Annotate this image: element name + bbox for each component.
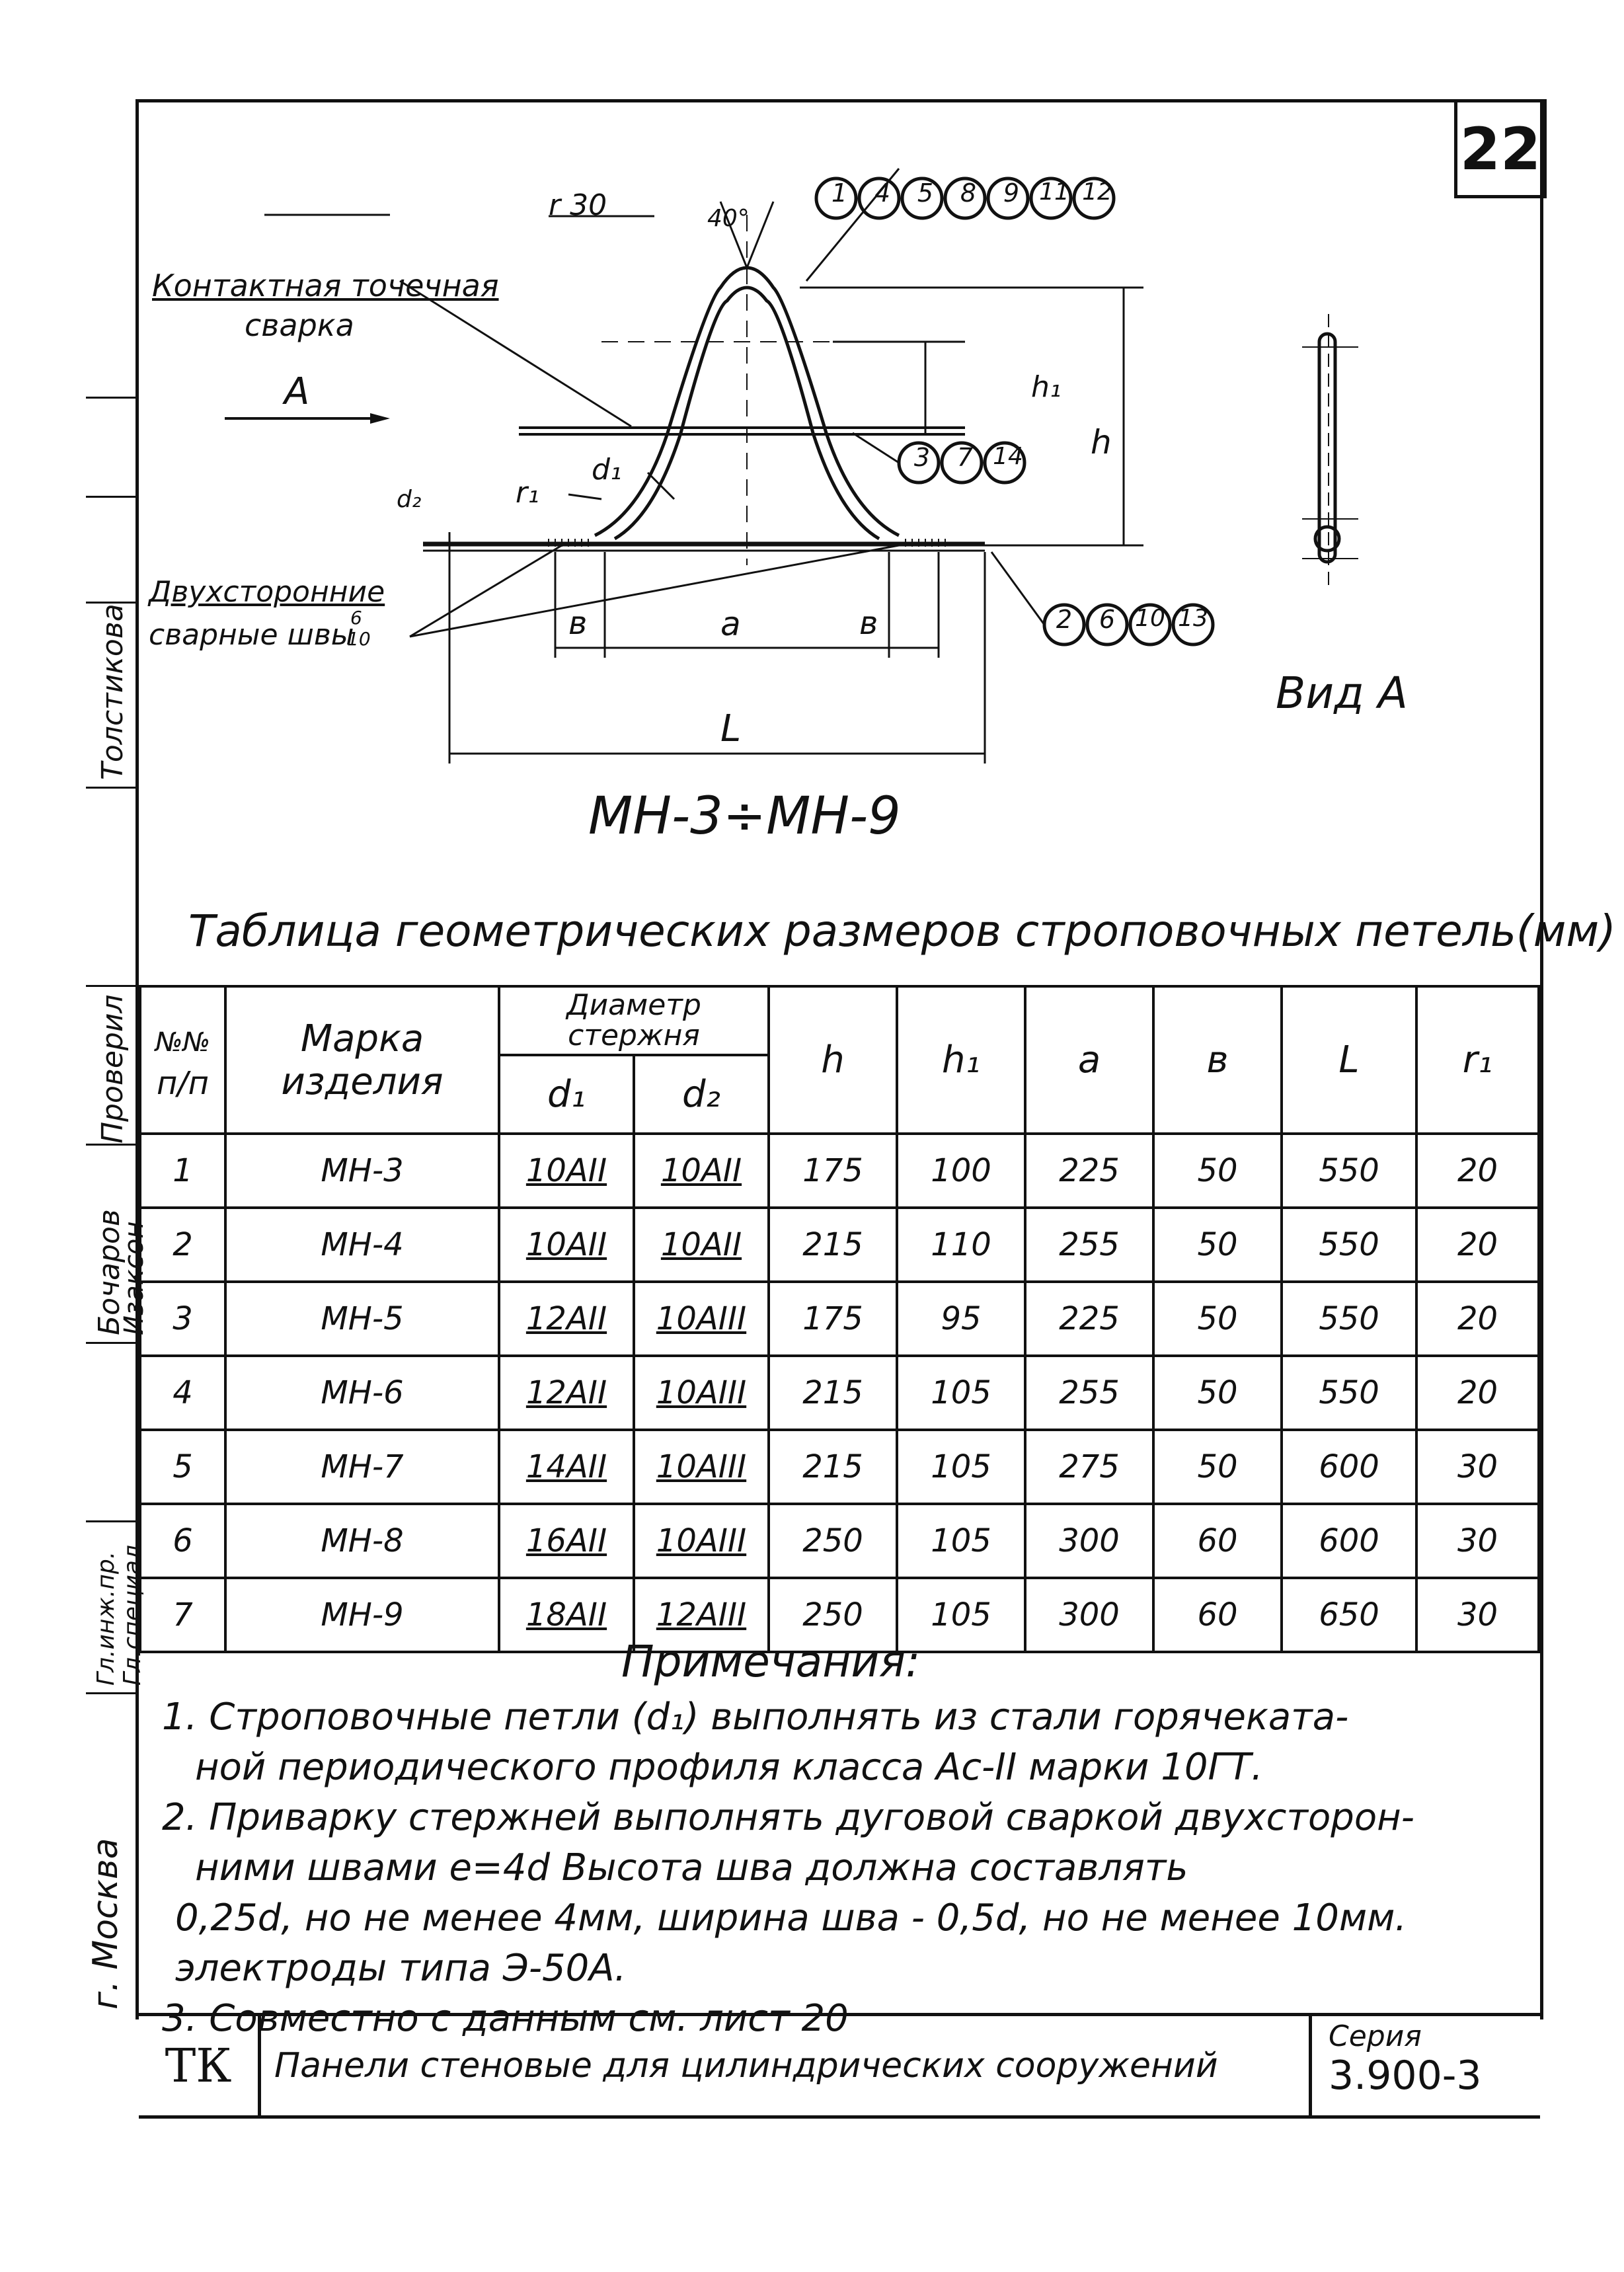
note-line: ной периодического профиля класса Ac-II марки 10ГТ.	[195, 1746, 1263, 1789]
header-h: h	[769, 986, 897, 1134]
table-row: 4 МН-6 12AII 10AIII 215 105 255 50 550 20	[140, 1356, 1539, 1430]
callout-bottom-2: 6	[1099, 605, 1116, 634]
callout-top-4: 8	[960, 178, 977, 208]
note-line: электроды типа Э-50А.	[175, 1947, 627, 1990]
callout-top-5: 9	[1003, 178, 1020, 208]
arrow-label: A	[284, 370, 310, 413]
series-number: 3.900-3	[1329, 2053, 1482, 2099]
table-row: 5 МН-7 14AII 10AIII 215 105 275 50 600 30	[140, 1430, 1539, 1504]
header-a: a	[1025, 986, 1153, 1134]
weld-label-line1: Контактная точечная	[152, 268, 499, 303]
dim-r1: r₁	[516, 476, 539, 510]
callout-top-3: 5	[917, 178, 934, 208]
callout-bottom-3: 10	[1135, 605, 1165, 632]
note-line: 1. Строповочные петли (d₁) выполнять из стали горячеката-	[162, 1696, 1349, 1739]
stamp-role1: Проверил	[96, 994, 130, 1144]
callout-top-7: 12	[1082, 178, 1112, 206]
loop-drawing	[139, 102, 1533, 988]
stamp-city: г. Москва	[86, 1838, 126, 2010]
header-d2: d₂	[634, 1055, 769, 1134]
dim-L: L	[720, 707, 742, 750]
angle-label: 40°	[707, 205, 750, 232]
callout-top-2: 4	[874, 178, 891, 208]
notes-title: Примечания:	[621, 1636, 921, 1687]
callout-bottom-1: 2	[1056, 605, 1073, 634]
table-row: 1 МН-3 10AII 10AII 175 100 225 50 550 20	[140, 1134, 1539, 1208]
note-line: 0,25d, но не менее 4мм, ширина шва - 0,5d, но не менее 10мм.	[175, 1897, 1407, 1939]
weld-label-line2: сварка	[245, 307, 354, 343]
stamp-role3: Гл.специал.	[119, 1537, 146, 1686]
r30-label: r 30	[549, 188, 607, 222]
table-row: 3 МН-5 12AII 10AIII 175 95 225 50 550 20	[140, 1282, 1539, 1356]
org-code: ТК	[139, 2016, 261, 2115]
header-diam: Диаметр стержня	[499, 986, 769, 1055]
dim-b-right: в	[859, 605, 878, 642]
series-label: Серия	[1329, 2019, 1422, 2053]
model-range: МН-3÷МН-9	[588, 787, 901, 846]
stamp-author2: Бочаров	[93, 1209, 126, 1335]
header-mark: Марка изделия	[225, 986, 499, 1134]
callout-mid-2: 7	[956, 443, 974, 472]
header-h1: h₁	[897, 986, 1025, 1134]
dim-d2: d₂	[397, 486, 422, 513]
table-row: 7 МН-9 18AII 12AIII 250 105 300 60 650 30	[140, 1578, 1539, 1652]
geometry-table	[139, 985, 1540, 1653]
callout-mid-3: 14	[993, 443, 1023, 470]
note-line: ними швами e=4d Высота шва должна составлять	[195, 1846, 1188, 1889]
note-line: 3. Совместно с данным см. лист 20	[162, 1997, 849, 2040]
stamp-author3: Изаксон	[119, 1221, 149, 1335]
dim-a: a	[720, 605, 741, 643]
callout-top-6: 11	[1039, 178, 1069, 206]
stamp-author1: Толстикова	[96, 604, 130, 780]
seam-fraction-den: 10	[347, 628, 371, 650]
header-num: №№ п/п	[140, 986, 225, 1134]
table-row: 6 МН-8 16AII 10AIII 250 105 300 60 600 30	[140, 1504, 1539, 1578]
seam-fraction-num: 6	[350, 607, 362, 629]
table-row: 2 МН-4 10AII 10AII 215 110 255 50 550 20	[140, 1208, 1539, 1282]
sheet-name: Панели стеновые для цилиндрических сооружений	[274, 2046, 1218, 2086]
twoside-line2: сварные швы	[149, 618, 354, 652]
callout-top-1: 1	[831, 178, 848, 208]
view-a-label: Вид A	[1276, 668, 1408, 719]
header-b: в	[1153, 986, 1282, 1134]
title-block	[139, 2013, 1540, 2119]
notes-block	[162, 1692, 1524, 2044]
header-r1: r₁	[1416, 986, 1539, 1134]
callout-mid-1: 3	[913, 443, 931, 472]
header-L: L	[1282, 986, 1416, 1134]
header-d1: d₁	[499, 1055, 634, 1134]
callout-bottom-4: 13	[1178, 605, 1208, 632]
dim-h: h	[1091, 423, 1112, 461]
table-title: Таблица геометрических размеров строповочных петель(мм)	[188, 906, 1616, 957]
dim-h1: h₁	[1031, 370, 1062, 404]
twoside-line1: Двухсторонние	[149, 575, 385, 609]
dim-d1: d₁	[592, 453, 622, 487]
stamp-role2: Гл.инж.пр.	[93, 1551, 120, 1686]
sheet-number: 22	[1454, 99, 1547, 198]
note-line: 2. Приварку стержней выполнять дуговой сваркой двухсторон-	[162, 1796, 1414, 1839]
dim-b-left: в	[568, 605, 588, 642]
